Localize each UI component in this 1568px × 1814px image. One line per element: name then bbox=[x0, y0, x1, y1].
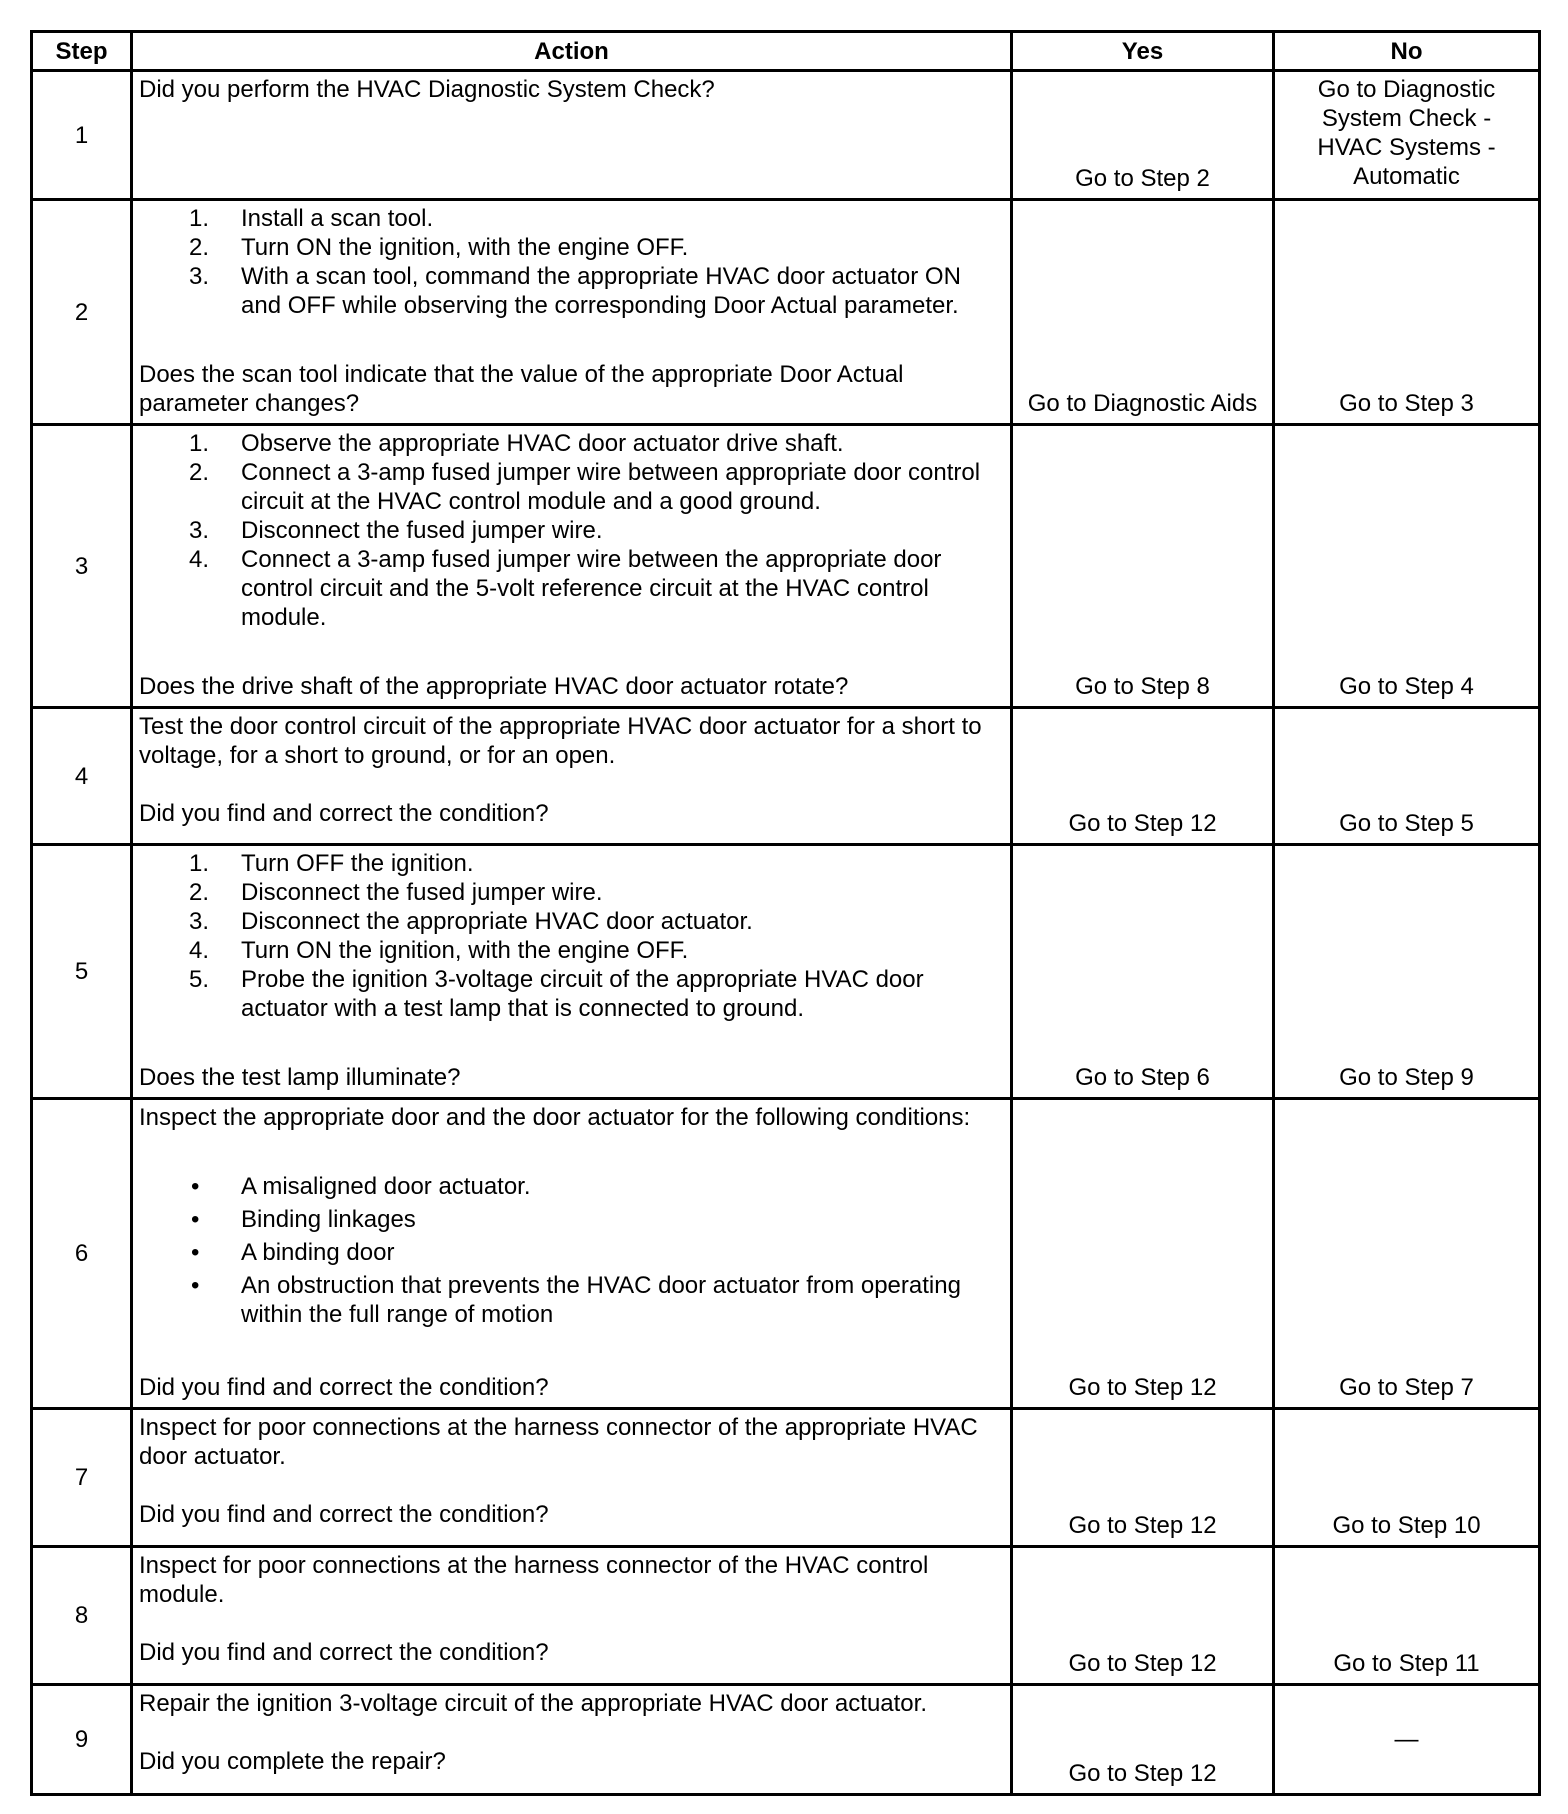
list-item: • An obstruction that prevents the HVAC door actuator from operating within the full range of motion bbox=[191, 1272, 961, 1328]
action-cell bbox=[132, 1547, 1012, 1685]
step-number: 3 bbox=[32, 425, 132, 708]
list-item: 4. Connect a 3-amp fused jumper wire between the appropriate door control circuit and the 5-volt reference circuit at the HVAC control module. bbox=[189, 546, 942, 631]
action-question: Did you find and correct the condition? bbox=[139, 1374, 549, 1401]
table-row bbox=[32, 845, 1540, 1099]
list-item: 1. Install a scan tool. bbox=[189, 205, 434, 232]
yes-cell: Go to Diagnostic Aids bbox=[1012, 200, 1274, 425]
action-question: Did you complete the repair? bbox=[139, 1748, 446, 1775]
action-cell bbox=[132, 425, 1012, 708]
list-item: 1. Turn OFF the ignition. bbox=[189, 850, 474, 877]
procedure-list bbox=[139, 429, 1002, 632]
table-row bbox=[32, 708, 1540, 845]
list-item: 1. Observe the appropriate HVAC door actuator drive shaft. bbox=[189, 430, 844, 457]
yes-cell: Go to Step 12 bbox=[1012, 1547, 1274, 1685]
action-instruction: Repair the ignition 3-voltage circuit of the appropriate HVAC door actuator. bbox=[139, 1690, 927, 1717]
list-item: • A misaligned door actuator. bbox=[191, 1173, 531, 1200]
list-item: 2. Connect a 3-amp fused jumper wire between appropriate door control circuit at the HVAC control module and a good ground. bbox=[189, 459, 981, 515]
action-question: Did you perform the HVAC Diagnostic System Check? bbox=[139, 76, 715, 103]
header-no: No bbox=[1274, 32, 1540, 71]
yes-cell: Go to Step 12 bbox=[1012, 708, 1274, 845]
action-question: Did you find and correct the condition? bbox=[139, 800, 549, 827]
procedure-list bbox=[139, 849, 1002, 1023]
list-item: 3. With a scan tool, command the appropriate HVAC door actuator ON and OFF while observing the corresponding Door Actual parameter. bbox=[189, 263, 961, 319]
action-instruction: Test the door control circuit of the appropriate HVAC door actuator for a short to voltage, for a short to ground, or for an open. bbox=[139, 713, 982, 769]
yes-cell: Go to Step 8 bbox=[1012, 425, 1274, 708]
step-number: 6 bbox=[32, 1099, 132, 1409]
header-step: Step bbox=[32, 32, 132, 71]
step-number: 7 bbox=[32, 1409, 132, 1547]
no-cell: — bbox=[1274, 1685, 1540, 1795]
table-row bbox=[32, 1685, 1540, 1795]
action-instruction: Inspect for poor connections at the harness connector of the HVAC control module. bbox=[139, 1552, 929, 1608]
list-item: 5. Probe the ignition 3-voltage circuit of the appropriate HVAC door actuator with a test lamp that is connected to ground. bbox=[189, 966, 924, 1022]
action-question: Does the test lamp illuminate? bbox=[139, 1064, 461, 1091]
action-instruction: Inspect the appropriate door and the door actuator for the following conditions: bbox=[139, 1104, 971, 1131]
action-cell bbox=[132, 1685, 1012, 1795]
list-item: 2. Turn ON the ignition, with the engine OFF. bbox=[189, 234, 689, 261]
table-row bbox=[32, 425, 1540, 708]
yes-cell: Go to Step 12 bbox=[1012, 1409, 1274, 1547]
diagnostic-table bbox=[30, 30, 1541, 1796]
procedure-list bbox=[139, 204, 1002, 320]
action-instruction: Inspect for poor connections at the harness connector of the appropriate HVAC door actuator. bbox=[139, 1414, 978, 1470]
list-item: 3. Disconnect the fused jumper wire. bbox=[189, 517, 603, 544]
table-row bbox=[32, 71, 1540, 200]
list-item: 4. Turn ON the ignition, with the engine OFF. bbox=[189, 937, 689, 964]
action-cell bbox=[132, 1099, 1012, 1409]
yes-cell: Go to Step 12 bbox=[1012, 1099, 1274, 1409]
header-yes: Yes bbox=[1012, 32, 1274, 71]
action-cell bbox=[132, 845, 1012, 1099]
step-number: 1 bbox=[32, 71, 132, 200]
step-number: 8 bbox=[32, 1547, 132, 1685]
step-number: 9 bbox=[32, 1685, 132, 1795]
action-question: Did you find and correct the condition? bbox=[139, 1639, 549, 1666]
table-row bbox=[32, 1099, 1540, 1409]
table-row bbox=[32, 200, 1540, 425]
list-item: • A binding door bbox=[191, 1239, 395, 1266]
no-cell: Go to Step 11 bbox=[1274, 1547, 1540, 1685]
no-cell: Go to Step 7 bbox=[1274, 1099, 1540, 1409]
table-row bbox=[32, 1409, 1540, 1547]
yes-cell: Go to Step 12 bbox=[1012, 1685, 1274, 1795]
action-question: Does the scan tool indicate that the value of the appropriate Door Actual parameter changes? bbox=[139, 361, 904, 417]
yes-cell: Go to Step 6 bbox=[1012, 845, 1274, 1099]
no-cell: Go to Step 9 bbox=[1274, 845, 1540, 1099]
step-number: 5 bbox=[32, 845, 132, 1099]
list-item: • Binding linkages bbox=[191, 1206, 416, 1233]
yes-cell: Go to Step 2 bbox=[1012, 71, 1274, 200]
header-row bbox=[32, 32, 1540, 71]
step-number: 4 bbox=[32, 708, 132, 845]
header-action: Action bbox=[132, 32, 1012, 71]
no-cell: Go to Step 5 bbox=[1274, 708, 1540, 845]
no-cell: Go to Diagnostic System Check - HVAC Systems - Automatic bbox=[1274, 71, 1540, 200]
action-question: Does the drive shaft of the appropriate HVAC door actuator rotate? bbox=[139, 673, 849, 700]
list-item: 2. Disconnect the fused jumper wire. bbox=[189, 879, 603, 906]
action-cell bbox=[132, 1409, 1012, 1547]
action-question: Did you find and correct the condition? bbox=[139, 1501, 549, 1528]
no-cell: Go to Step 4 bbox=[1274, 425, 1540, 708]
step-number: 2 bbox=[32, 200, 132, 425]
condition-list bbox=[139, 1172, 1002, 1329]
table-row bbox=[32, 1547, 1540, 1685]
no-cell: Go to Step 3 bbox=[1274, 200, 1540, 425]
list-item: 3. Disconnect the appropriate HVAC door actuator. bbox=[189, 908, 753, 935]
action-cell bbox=[132, 71, 1012, 200]
action-cell bbox=[132, 200, 1012, 425]
no-cell: Go to Step 10 bbox=[1274, 1409, 1540, 1547]
action-cell bbox=[132, 708, 1012, 845]
